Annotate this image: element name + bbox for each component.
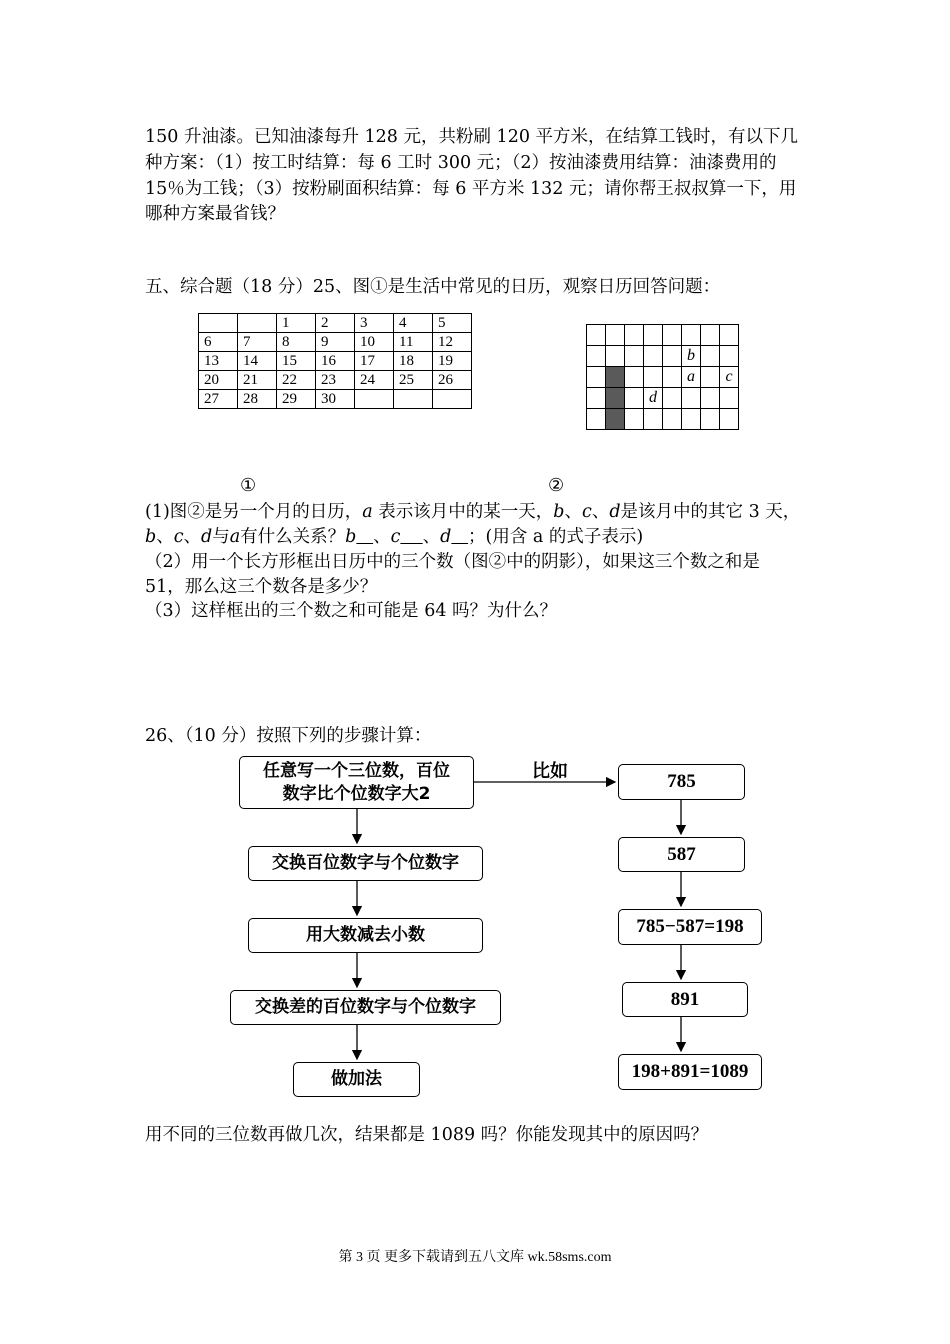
calendar-cell: 23 [316,371,355,390]
calendar-cell: 16 [316,352,355,371]
label-d: d [644,388,663,409]
figure-label-2: ② [548,475,565,496]
figure-label-1: ① [240,475,257,496]
example-label: 比如 [532,761,568,782]
var-c: c [582,502,592,522]
text: (1)图②是另一个月的日历， [145,502,363,522]
step-text: 任意写一个三位数，百位 [263,760,450,781]
calendar-cell: 5 [433,314,472,333]
calendar-cell: 18 [394,352,433,371]
var-c: c [173,527,184,547]
var-d: d [609,502,621,522]
calendar-cell: 17 [355,352,394,371]
step-subtract: 用大数减去小数 [248,918,483,953]
step-swap-difference: 交换差的百位数字与个位数字 [230,990,501,1025]
step-swap-digits: 交换百位数字与个位数字 [248,846,483,881]
calendar-cell: 22 [277,371,316,390]
problem-text-line: 150 升油漆。已知油漆每升 128 元，共粉刷 120 平方米，在结算工钱时，有以下几 [145,127,799,147]
calendar-cell: 4 [394,314,433,333]
calendar-cell: 24 [355,371,394,390]
calendar-cell: 21 [238,371,277,390]
calendar-cell: 20 [199,371,238,390]
question-3: （3）这样框出的三个数之和可能是 64 吗？为什么？ [145,601,558,621]
example-step-5: 198+891=1089 [618,1054,762,1090]
section-heading: 五、综合题（18 分）25、图①是生活中常见的日历，观察日历回答问题： [145,277,721,297]
var-d: d [440,527,452,547]
question-1-line-1: (1)图②是另一个月的日历，a 表示该月中的某一天，b、c、d是该月中的其它 3 天， [145,502,801,522]
label-b: b [682,346,701,367]
calendar-cell: 1 [277,314,316,333]
calendar-cell: 3 [355,314,394,333]
calendar-cell: 12 [433,333,472,352]
calendar-cell: 2 [316,314,355,333]
calendar-cell: 6 [199,333,238,352]
var-c: c [390,527,401,547]
calendar-cell: 27 [199,390,238,409]
step-add: 做加法 [293,1062,420,1097]
calendar-cell: 15 [277,352,316,371]
calendar-cell: 30 [316,390,355,409]
label-c: c [720,367,739,388]
calendar-cell: 13 [199,352,238,371]
calendar-cell: 14 [238,352,277,371]
example-step-4: 891 [622,982,748,1017]
problem-text-line: 15％为工钱；（3）按粉刷面积结算：每 6 平方米 132 元；请你帮王叔叔算一下，用 [145,179,797,199]
example-step-3: 785−587=198 [618,909,762,945]
text: 与 [212,527,230,547]
calendar-cell: 19 [433,352,472,371]
calendar-cell: 10 [355,333,394,352]
var-b: b [145,527,157,547]
example-step-2: 587 [618,837,745,872]
calendar-cell: 11 [394,333,433,352]
text: 是该月中的其它 3 天， [620,502,801,522]
calendar-cell: 25 [394,371,433,390]
step-write-number [239,756,474,809]
problem-text-line: 种方案：（1）按工时结算：每 6 工时 300 元；（2）按油漆费用结算：油漆费用的 [145,153,777,173]
text: ；(用含 a 的式子表示) [468,527,644,547]
step-text: 数字比个位数字大2 [282,783,431,804]
example-step-1: 785 [618,764,745,800]
problem-text-line: 哪种方案最省钱？ [145,204,285,224]
calendar-cell: 26 [433,371,472,390]
text: 有什么关系？ [240,527,346,547]
var-b: b [345,527,357,547]
page-footer: 第 3 页 更多下载请到五八文库 wk.58sms.com [338,1250,612,1265]
text: 表示该月中的某一天， [372,502,554,522]
calendar-cell: 7 [238,333,277,352]
var-a: a [229,527,241,547]
question-2-line-2: 51，那么这三个数各是多少？ [145,577,378,597]
calendar-cell: 29 [277,390,316,409]
var-d: d [201,527,213,547]
question-2-line-1: （2）用一个长方形框出日历中的三个数（图②中的阴影），如果这三个数之和是 [145,552,760,572]
calendar-cell: 28 [238,390,277,409]
calendar-cell: 9 [316,333,355,352]
label-a: a [682,367,701,388]
problem-26-question: 用不同的三位数再做几次，结果都是 1089 吗？你能发现其中的原因吗？ [145,1125,709,1145]
question-1-line-2: b、c、d与a有什么关系？b 、c 、d ；(用含 a 的式子表示) [145,527,644,547]
var-a: a [362,502,373,522]
problem-26-heading: 26、（10 分）按照下列的步骤计算： [145,726,432,746]
calendar-cell: 8 [277,333,316,352]
var-b: b [553,502,565,522]
